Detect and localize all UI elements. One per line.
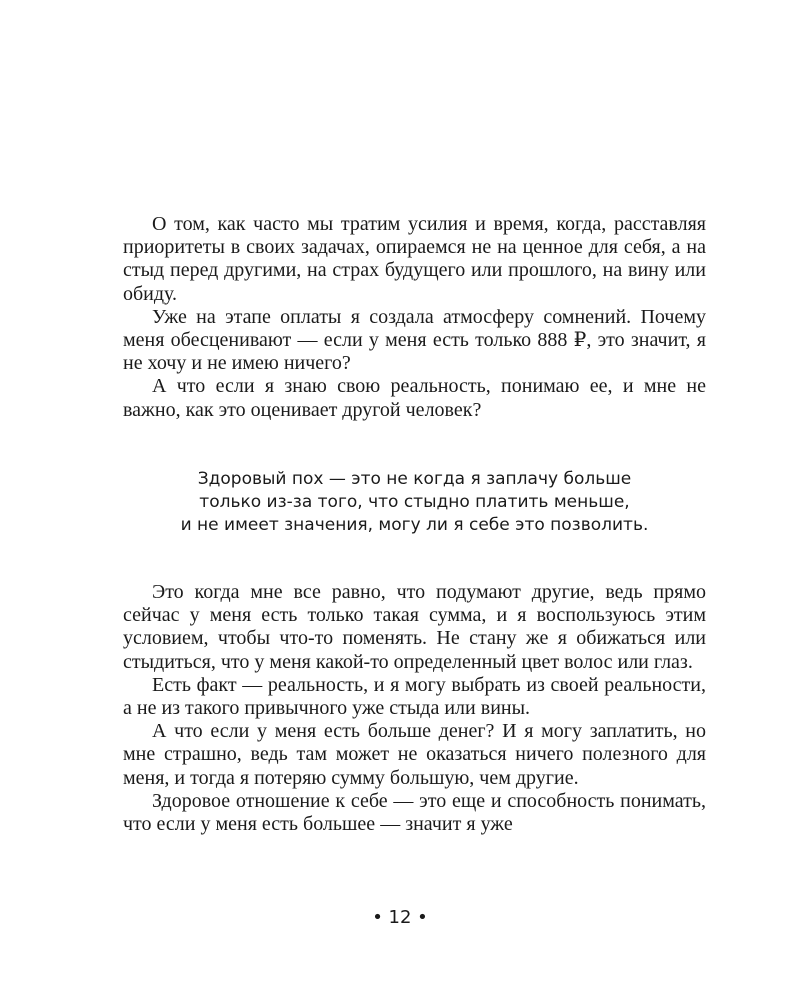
paragraph: Это когда мне все равно, что подумают другие, ведь прямо сейчас у меня есть только такая сумма, и я воспользуюсь этим условием, чтобы что-то поменять. Не стану же я обижаться или стыдиться, что у меня какой-то определенный цвет волос или глаз. — [123, 581, 706, 673]
body-text-bottom — [123, 581, 706, 836]
quote-line: Здоровый пох — это не когда я заплачу больше — [197, 469, 632, 489]
paragraph: А что если я знаю свою реальность, понимаю ее, и мне не важно, как это оценивает другой человек? — [123, 375, 706, 421]
paragraph: А что если у меня есть больше денег? И я могу заплатить, но мне страшно, ведь там может не оказаться ничего полезного для меня, и тогда я потеряю сумму большую, чем другие. — [123, 720, 706, 789]
quote-line: и не имеет значения, могу ли я себе это позволить. — [180, 515, 649, 535]
paragraph: Здоровое отношение к себе — это еще и способность понимать, что если у меня есть большее — значит я уже — [123, 789, 706, 836]
paragraph: Есть факт — реальность, и я могу выбрать из своей реальности, а не из такого привычного уже стыда или вины. — [123, 673, 706, 720]
quote-line: только из-за того, что стыдно платить меньше, — [199, 492, 630, 512]
body-text-top — [123, 213, 706, 422]
page-number: • 12 • — [372, 907, 428, 928]
paragraph: О том, как часто мы тратим усилия и время, когда, расставляя приоритеты в своих задачах, опираемся не на ценное для себя, а на стыд перед другими, на страх будущего или прошлого, на вину или обиду. — [123, 213, 706, 305]
paragraph: Уже на этапе оплаты я создала атмосферу сомнений. Почему меня обесценивают — если у меня есть только 888 ₽, это значит, я не хочу и не имею ничего? — [123, 305, 706, 375]
pull-quote — [123, 468, 706, 537]
